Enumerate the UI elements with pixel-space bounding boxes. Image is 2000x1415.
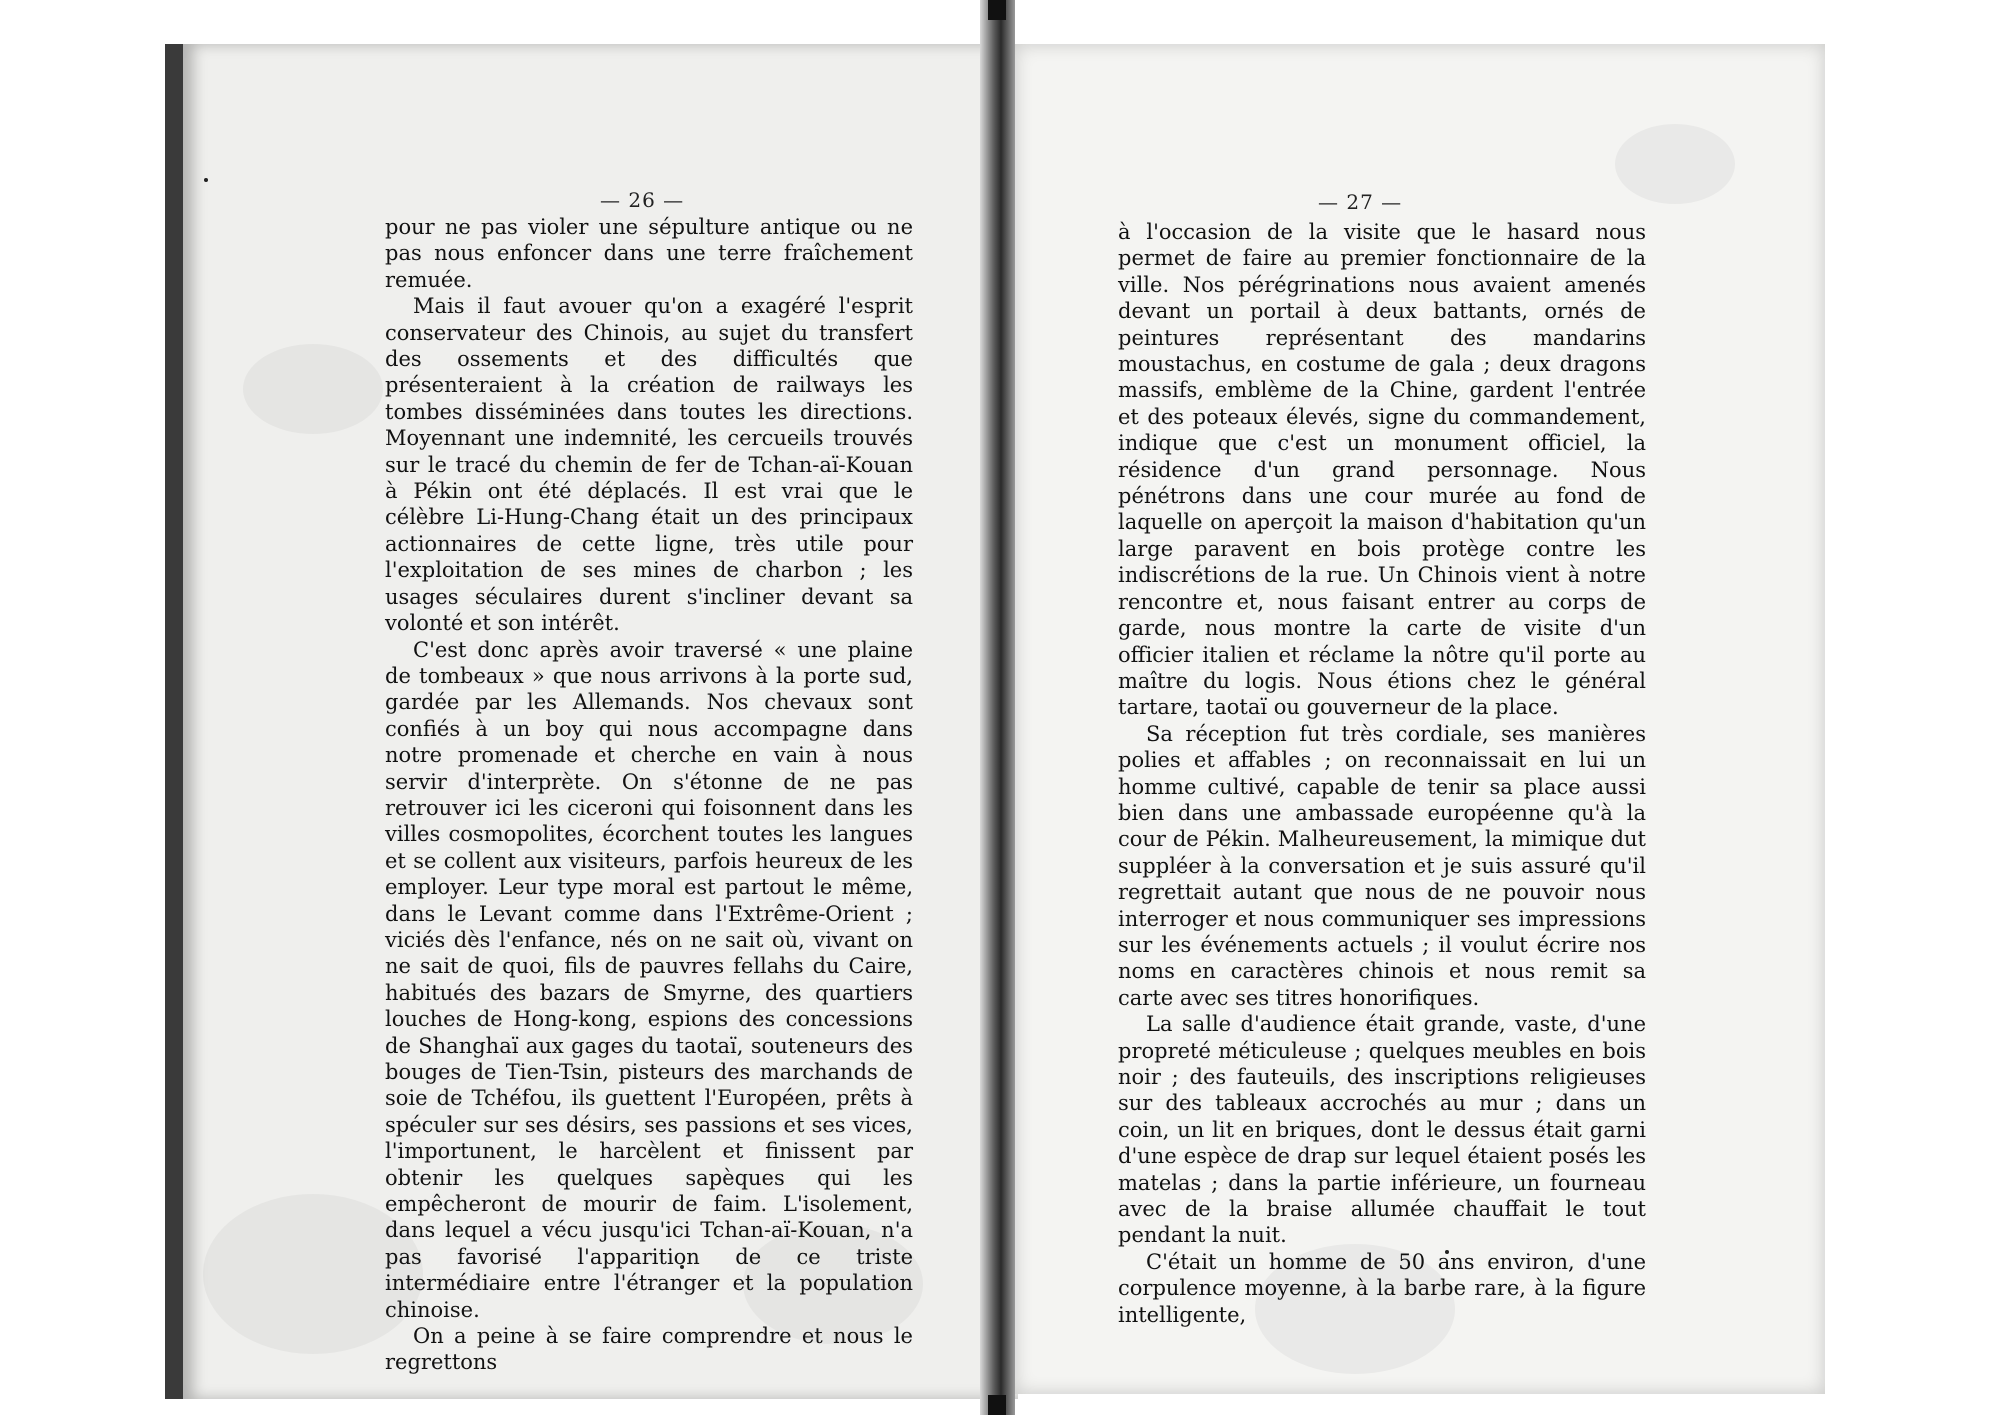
spine-edge-top	[988, 0, 1006, 20]
speck	[204, 178, 208, 182]
paragraph: Mais il faut avouer qu'on a exagéré l'esprit conservateur des Chinois, au sujet du transfert des ossements et des difficultés que présenteraient à la création de railways les tombes disséminées dans toutes les directions. Moyennant une indemnité, les cercueils trouvés sur le tracé du chemin de fer de Tchan-aï-Kouan à Pékin ont été déplacés. Il est vrai que le célèbre Li-Hung-Chang était un des principaux actionnaires de cette ligne, très utile pour l'exploitation de ses mines de charbon ; les usages séculaires durent s'incliner devant sa volonté et son intérêt.	[385, 294, 913, 636]
paragraph: Sa réception fut très cordiale, ses manières polies et affables ; on reconnaissait en lui un homme cultivé, capable de tenir sa place aussi bien dans une ambassade européenne qu'à la cour de Pékin. Malheureusement, la mimique dut suppléer à la conversation et je suis assuré qu'il regrettait autant que nous de ne pouvoir nous interroger et nous communiquer ses impressions sur les événements actuels ; il voulut écrire nos noms en caractères chinois et nous remit sa carte avec ses titres honorifiques.	[1118, 721, 1646, 1010]
paragraph: On a peine à se faire comprendre et nous le regrettons	[385, 1324, 913, 1375]
book-gutter	[980, 0, 1015, 1415]
left-page-text	[385, 214, 913, 1376]
page-number-left: — 26 —	[600, 188, 685, 212]
paragraph: à l'occasion de la visite que le hasard nous permet de faire au premier fonctionnaire de la ville. Nos pérégrinations nous avaient amenés devant un portail à deux battants, ornés de peintures représentant des mandarins moustachus, en costume de gala ; deux dragons massifs, emblème de la Chine, gardent l'entrée et des poteaux élevés, signe du commandement, indique que c'est un monument officiel, la résidence d'un grand personnage. Nous pénétrons dans une cour murée au fond de laquelle on aperçoit la maison d'habitation qu'un large paravent en bois protège contre les indiscrétions de la rue. Un Chinois vient à notre rencontre et, nous faisant entrer au corps de garde, nous montre la carte de visite d'un officier italien et réclame la nôtre qu'il porte au maître du logis. Nous étions chez le général tartare, taotaï ou gouverneur de la place.	[1118, 220, 1646, 720]
paragraph: C'était un homme de 50 ans environ, d'une corpulence moyenne, à la barbe rare, à la figure intelligente,	[1118, 1249, 1646, 1327]
spine-edge-bottom	[988, 1395, 1006, 1415]
paragraph: C'est donc après avoir traversé « une plaine de tombeaux » que nous arrivons à la porte sud, gardée par les Allemands. Nos chevaux sont confiés à un boy qui nous accompagne dans notre promenade et cherche en vain à nous servir d'interprète. On s'étonne de ne pas retrouver ici les ciceroni qui foisonnent dans les villes cosmopolites, écorchent toutes les langues et se collent aux visiteurs, parfois heureux de les employer. Leur type moral est partout le même, dans le Levant comme dans l'Extrême-Orient ; viciés dès l'enfance, nés on ne sait où, vivant on ne sait de quoi, fils de pauvres fellahs du Caire, habitués des bazars de Smyrne, des quartiers louches de Hong-kong, espions des concessions de Shanghaï aux gages du taotaï, souteneurs des bouges de Tien-Tsin, pisteurs des marchands de soie de Tchéfou, ils guettent l'Européen, prêts à spéculer sur ses désirs, ses passions et ses vices, l'importunent, le harcèlent et finissent par obtenir les quelques sapèques qui les empêcheront de mourir de faim. L'isolement, dans lequel a vécu jusqu'ici Tchan-aï-Kouan, n'a pas favorisé l'apparition de ce triste intermédiaire entre l'étranger et la population chinoise.	[385, 637, 913, 1322]
paragraph: pour ne pas violer une sépulture antique ou ne pas nous enfoncer dans une terre fraîchement remuée.	[385, 215, 913, 292]
paragraph: La salle d'audience était grande, vaste, d'une propreté méticuleuse ; quelques meubles en bois noir ; des fauteuils, des inscriptions religieuses sur des tableaux accrochés au mur ; dans un coin, un lit en briques, dont le dessus était garni d'une espèce de drap sur lequel étaient posés les matelas ; dans la partie inférieure, un fourneau avec de la braise allumée chauffait le tout pendant la nuit.	[1118, 1012, 1646, 1248]
page-number-right: — 27 —	[1318, 190, 1403, 214]
right-page-text	[1118, 219, 1646, 1328]
